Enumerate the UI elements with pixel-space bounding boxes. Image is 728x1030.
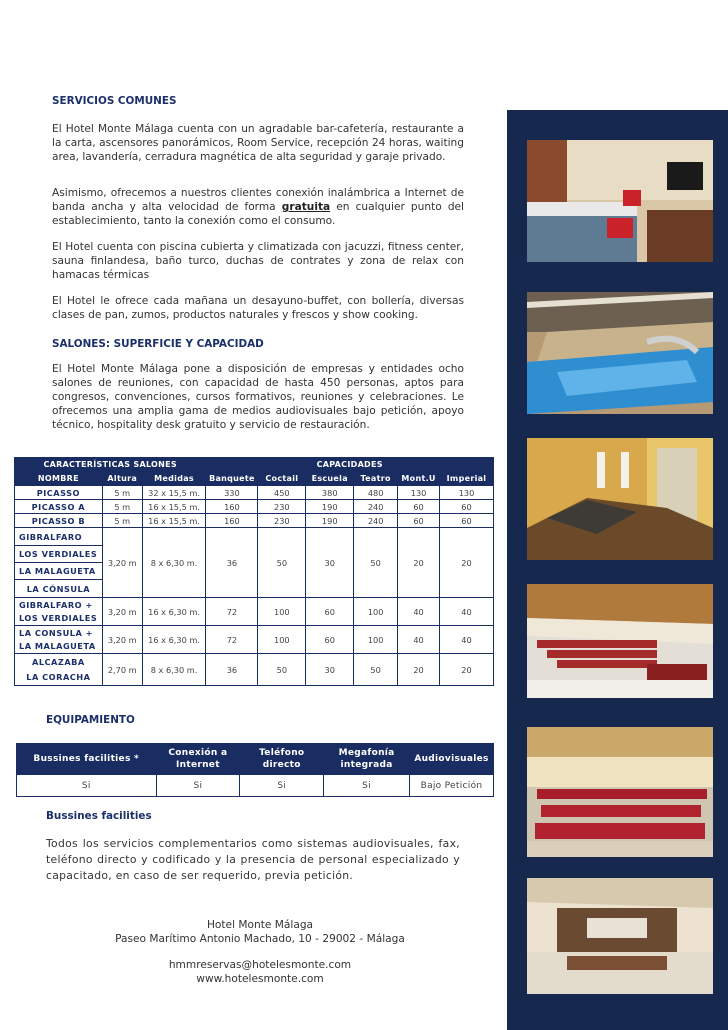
cell: 2,70 m (102, 654, 142, 686)
equip-header-megafonia: Megafonía integrada (324, 744, 410, 775)
cell: Si (240, 775, 324, 797)
cell-name (15, 654, 103, 686)
cell: 36 (206, 654, 258, 686)
cell: 60 (306, 598, 354, 626)
table-row (15, 654, 494, 686)
cell: 16 x 15,5 m. (142, 514, 206, 528)
cell-name: GIBRALFARO (15, 528, 103, 546)
cell: 190 (306, 500, 354, 514)
spa-relax-photo (527, 438, 713, 560)
cell-name: PICASSO (15, 486, 103, 500)
cell: 60 (398, 500, 440, 514)
col-header-altura: Altura (102, 472, 142, 486)
cell: 380 (306, 486, 354, 500)
footer-address: Paseo Marítimo Antonio Machado, 10 - 29002 - Málaga (115, 933, 405, 945)
cell: 130 (398, 486, 440, 500)
servicios-paragraph-2-b: en cualquier punto del establecimiento, tanto la conexión como el consumo. (52, 201, 465, 227)
cell: 40 (440, 598, 494, 626)
cell: 16 x 6,30 m. (142, 598, 206, 626)
servicios-heading: SERVICIOS COMUNES (52, 95, 177, 107)
cell-name: LA MALAGUETA (15, 563, 103, 580)
cell-name: LA CÓNSULA (15, 580, 103, 598)
table-row (15, 626, 494, 654)
cell: 3,20 m (102, 598, 142, 626)
equipamiento-heading: EQUIPAMIENTO (46, 714, 135, 726)
cell: 40 (398, 626, 440, 654)
col-header-imperial: Imperial (440, 472, 494, 486)
cell: 190 (306, 514, 354, 528)
cell: 30 (306, 654, 354, 686)
cell: 60 (440, 514, 494, 528)
table-row (15, 514, 494, 528)
footer-hotel-name: Hotel Monte Málaga (206, 919, 314, 931)
cell: 330 (206, 486, 258, 500)
cell: 240 (354, 514, 398, 528)
cell: 60 (440, 500, 494, 514)
cell: 60 (398, 514, 440, 528)
name-line: ALCAZABA (32, 656, 85, 667)
name-line: LA MALAGUETA (19, 640, 96, 651)
cell-name: PICASSO A (15, 500, 103, 514)
cell: 30 (306, 528, 354, 598)
servicios-paragraph-1: El Hotel Monte Málaga cuenta con un agradable bar-cafetería, restaurante a la carta, ascensores panorámicos, Room Service, recepción 24 horas, waiting area, lavandería, cerradura magnética de alta seguridad y garaje privado. (52, 123, 464, 163)
cell: 72 (206, 626, 258, 654)
col-header-nombre: NOMBRE (15, 472, 103, 486)
cell: 40 (398, 598, 440, 626)
cell: 100 (354, 626, 398, 654)
hotel-room-photo (527, 140, 713, 262)
cell: 50 (354, 654, 398, 686)
equip-header-telefono: Teléfono directo (240, 744, 324, 775)
cell-name: LOS VERDIALES (15, 546, 103, 563)
cell: 20 (440, 528, 494, 598)
cell: 50 (258, 528, 306, 598)
cell: Si (17, 775, 157, 797)
cell: 16 x 15,5 m. (142, 500, 206, 514)
cell: 450 (258, 486, 306, 500)
conference-room-photo (527, 878, 713, 994)
cell: 8 x 6,30 m. (142, 528, 206, 598)
table-row (17, 775, 494, 797)
table-row (15, 486, 494, 500)
bussines-heading: Bussines facilities (46, 810, 152, 822)
servicios-paragraph-2 (52, 186, 464, 228)
cell: 20 (440, 654, 494, 686)
col-header-escuela: Escuela (306, 472, 354, 486)
cell: 240 (354, 500, 398, 514)
table-row (15, 500, 494, 514)
cell: 72 (206, 598, 258, 626)
classroom-hall-photo (527, 727, 713, 857)
cell: Bajo Petición (410, 775, 494, 797)
table-row (15, 528, 494, 546)
footer-email[interactable]: hmmreservas@hotelesmonte.com (168, 959, 352, 971)
cell: 230 (258, 514, 306, 528)
cell: 3,20 m (102, 528, 142, 598)
cell: 160 (206, 500, 258, 514)
name-line: GIBRALFARO + (19, 599, 93, 610)
col-header-medidas: Medidas (142, 472, 206, 486)
cell: 5 m (102, 486, 142, 500)
cell-name (15, 598, 103, 626)
cell: 160 (206, 514, 258, 528)
cell: 3,20 m (102, 626, 142, 654)
group-header-caracteristicas: CARACTERÍSTICAS SALONES (15, 458, 206, 472)
col-header-coctail: Coctail (258, 472, 306, 486)
cell: 20 (398, 654, 440, 686)
cell: 5 m (102, 514, 142, 528)
cell: Si (324, 775, 410, 797)
col-header-teatro: Teatro (354, 472, 398, 486)
cell: 50 (258, 654, 306, 686)
cell: 8 x 6,30 m. (142, 654, 206, 686)
servicios-paragraph-4: El Hotel le ofrece cada mañana un desayuno-buffet, con bollería, diversas clases de pan, zumos, productos naturales y frescos y show cooking. (52, 295, 464, 321)
cell-name: PICASSO B (15, 514, 103, 528)
bussines-paragraph: Todos los servicios complementarios como sistemas audiovisuales, fax, teléfono directo y codificado y la presencia de personal especializado y capacitado, en caso de ser requerido, previa petición. (46, 837, 460, 882)
cell: 36 (206, 528, 258, 598)
indoor-pool-photo (527, 292, 713, 414)
equipamiento-table (16, 743, 494, 797)
salones-table (14, 457, 494, 686)
servicios-paragraph-2-a: Asimismo, ofrecemos a nuestros clientes conexión inalámbrica a Internet de banda ancha y alta velocidad de forma (52, 187, 464, 213)
cell: 230 (258, 500, 306, 514)
name-line: LOS VERDIALES (19, 612, 98, 623)
equip-header-audiovisuales: Audiovisuales (410, 744, 494, 775)
cell-name (15, 626, 103, 654)
cell: 16 x 6,30 m. (142, 626, 206, 654)
gratuita-highlight: gratuita (281, 201, 331, 213)
name-line: LA CONSULA + (19, 627, 94, 638)
table-row (15, 598, 494, 626)
cell: 50 (354, 528, 398, 598)
banquet-hall-photo (527, 584, 713, 698)
cell: 32 x 15,5 m. (142, 486, 206, 500)
group-header-capacidades: CAPACIDADES (206, 458, 494, 472)
cell: Si (156, 775, 240, 797)
cell: 100 (354, 598, 398, 626)
salones-heading: SALONES: SUPERFICIE Y CAPACIDAD (52, 338, 264, 350)
cell: 20 (398, 528, 440, 598)
name-line: LA CORACHA (26, 671, 91, 682)
cell: 60 (306, 626, 354, 654)
cell: 100 (258, 598, 306, 626)
salones-paragraph: El Hotel Monte Málaga pone a disposición de empresas y entidades ocho salones de reuniones, con capacidad de hasta 450 personas, aptos para congresos, convenciones, cursos formativos, reuniones y celebraciones. Le ofrecemos una amplia gama de medios audiovisuales bajo petición, apoyo técnico, hospitality desk gratuito y servicio de restauración. (52, 363, 464, 431)
cell: 5 m (102, 500, 142, 514)
cell: 100 (258, 626, 306, 654)
equip-header-bussines: Bussines facilities * (17, 744, 157, 775)
servicios-paragraph-3: El Hotel cuenta con piscina cubierta y climatizada con jacuzzi, fitness center, sauna finlandesa, baño turco, duchas de contrates y zona de relax con hamacas térmicas (52, 241, 464, 281)
cell: 40 (440, 626, 494, 654)
cell: 130 (440, 486, 494, 500)
col-header-montu: Mont.U (398, 472, 440, 486)
footer-website[interactable]: www.hotelesmonte.com (196, 973, 324, 985)
col-header-banquete: Banquete (206, 472, 258, 486)
cell: 480 (354, 486, 398, 500)
equip-header-internet: Conexión a Internet (156, 744, 240, 775)
